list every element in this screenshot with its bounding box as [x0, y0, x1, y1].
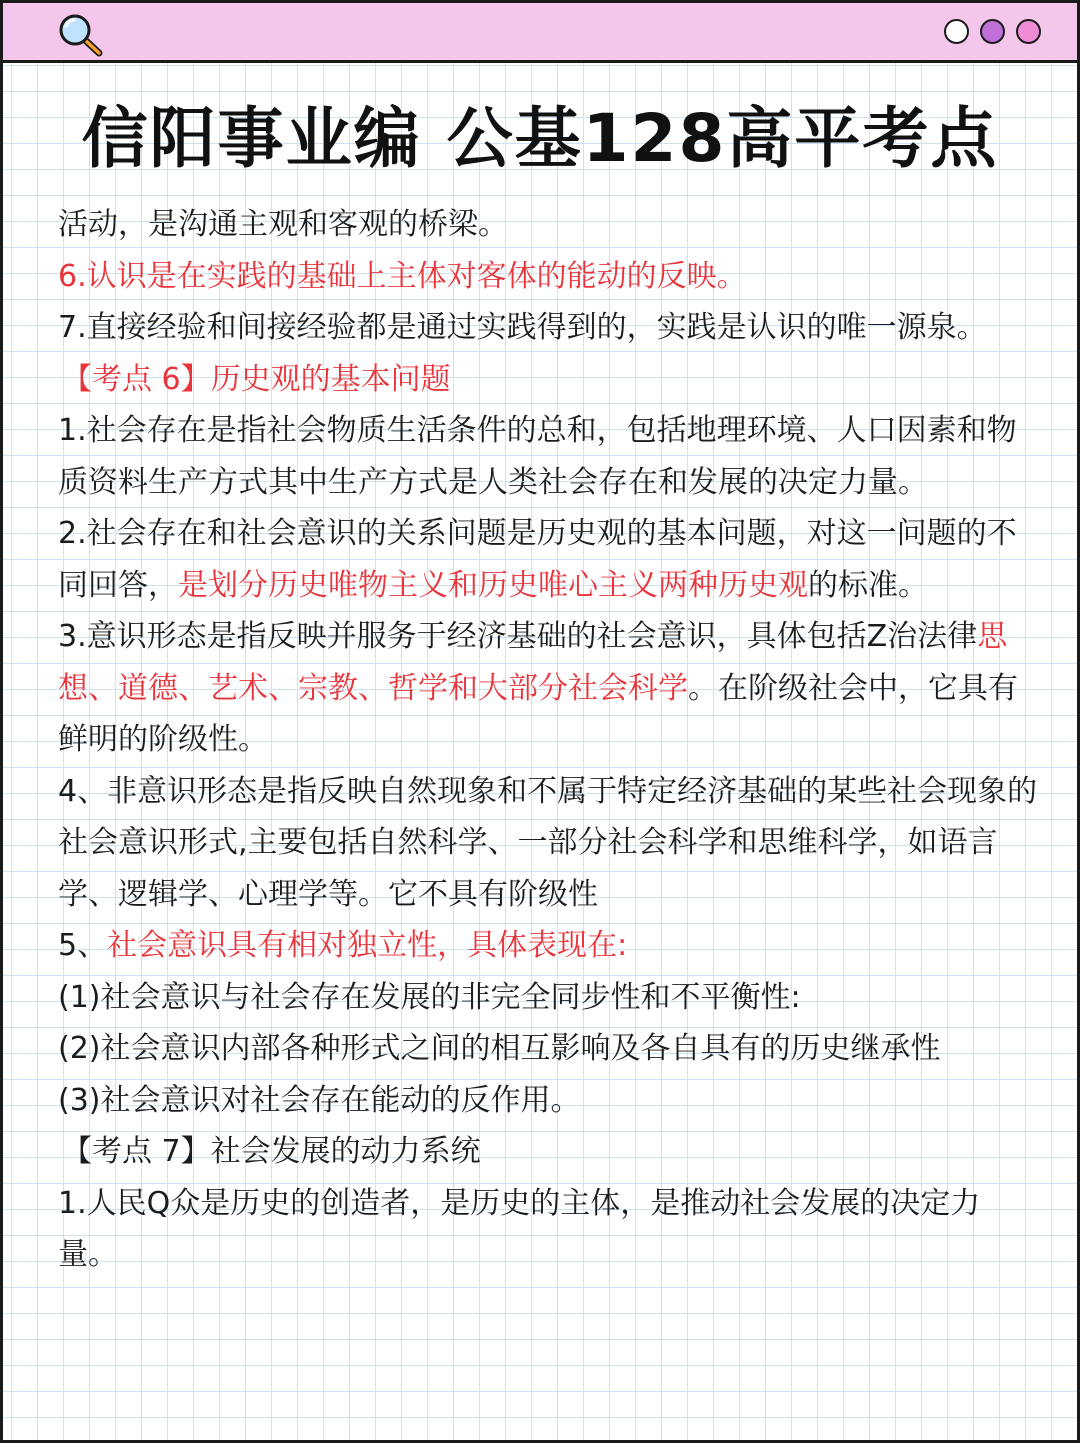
section-heading-6: 【考点 6】历史观的基本问题 — [62, 361, 451, 397]
paragraph-5-item-3: (3)社会意识对社会存在能动的反作用。 — [58, 1082, 581, 1118]
dot-pink — [1016, 19, 1041, 44]
paragraph-1: 1.社会存在是指社会物质生活条件的总和，包括地理环境、人口因素和物质资料生产方式其中生产方式是人类社会存在和发展的决定力量。 — [58, 413, 1017, 500]
line-continuation: 活动，是沟通主观和客观的桥梁。 — [58, 207, 508, 242]
paragraph-2-text-a: 2.社会存在和社会意识的关系问题是历史观的基本问题，对这一问题的不同回答， — [58, 516, 1017, 603]
paragraph-5-prefix: 5、 — [58, 928, 108, 963]
paragraph-4: 4、非意识形态是指反映自然现象和不属于特定经济基础的某些社会现象的社会意识形式,主要包括自然科学、一部分社会科学和思维科学，如语言学、逻辑学、心理学等。它不具有阶级性 — [58, 773, 1038, 912]
paragraph-5-item-2: (2)社会意识内部各种形式之间的相互影响及各自具有的历史继承性 — [58, 1031, 941, 1066]
paragraph-5-item-1: (1)社会意识与社会存在发展的非完全同步性和不平衡性: — [58, 979, 801, 1015]
section-heading-7: 【考点 7】社会发展的动力系统 — [62, 1134, 481, 1169]
point-7: 7.直接经验和间接经验都是通过实践得到的，实践是认识的唯一源泉。 — [58, 310, 987, 345]
search-icon — [55, 12, 105, 58]
point-7-1: 1.人民Q众是历史的创造者，是历史的主体，是推动社会发展的决定力量。 — [58, 1185, 981, 1272]
paragraph-2 — [58, 508, 1038, 611]
top-bar — [3, 3, 1077, 63]
paragraph-3-text-a: 3.意识形态是指反映并服务于经济基础的社会意识，具体包括Z治法律 — [58, 619, 978, 654]
paragraph-2-highlight: 是划分历史唯物主义和历史唯心主义两种历史观 — [178, 567, 808, 603]
paragraph-3-text-c: 。在阶级社会中，它具有鲜明的阶级性。 — [58, 670, 1018, 757]
paragraph-2-text-c: 的标准。 — [808, 567, 928, 603]
dot-purple — [980, 19, 1005, 44]
dot-white — [944, 19, 969, 44]
paragraph-5-highlight: 社会意识具有相对独立性，具体表现在: — [107, 928, 628, 963]
article-body — [58, 199, 1038, 1281]
paragraph-3-highlight: 思想、道德、艺术、宗教、哲学和大部分社会科学 — [58, 619, 1008, 706]
paragraph-5 — [58, 920, 1038, 972]
paragraph-3 — [58, 611, 1038, 766]
point-6-highlight: 6.认识是在实践的基础上主体对客体的能动的反映。 — [58, 258, 747, 294]
page-title: 信阳事业编 公基128高平考点 — [81, 100, 999, 177]
window-dots — [944, 19, 1041, 44]
